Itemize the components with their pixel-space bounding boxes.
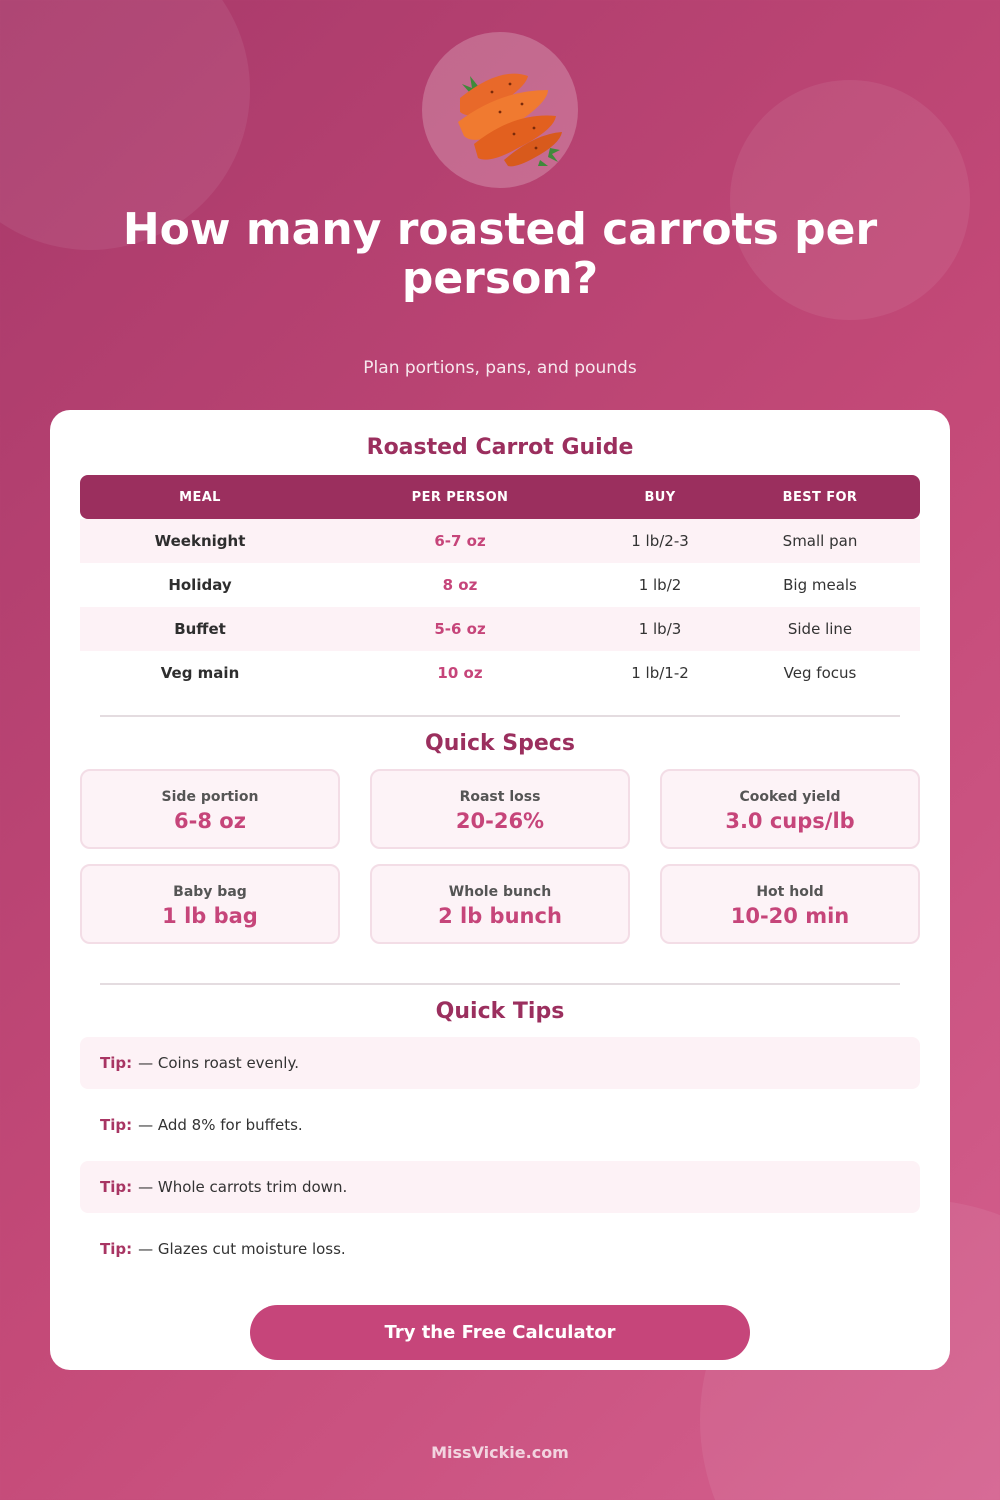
table-row	[80, 607, 920, 651]
meal-cell: Veg main	[160, 664, 240, 682]
column-header: MEAL	[179, 489, 221, 505]
spec-label: Baby bag	[173, 884, 247, 900]
buy-cell: 1 lb/2	[638, 576, 682, 594]
spec-card	[370, 864, 630, 944]
guide-card	[50, 410, 950, 1370]
column-header: BEST FOR	[782, 489, 858, 505]
tip-prefix: Tip:	[100, 1054, 133, 1072]
best-for-cell: Veg focus	[783, 664, 857, 682]
buy-cell: 1 lb/3	[638, 620, 682, 638]
table-row	[80, 519, 920, 563]
spec-card	[80, 864, 340, 944]
tip-item	[80, 1161, 920, 1213]
tip-text: — Whole carrots trim down.	[138, 1178, 348, 1196]
tip-text: — Add 8% for buffets.	[138, 1116, 303, 1134]
tip-prefix: Tip:	[100, 1116, 133, 1134]
footer-brand: MissVickie.com	[431, 1443, 569, 1462]
meal-cell: Buffet	[174, 620, 226, 638]
spec-label: Whole bunch	[448, 884, 552, 900]
per-person-cell: 5-6 oz	[434, 620, 486, 638]
table-header	[80, 475, 920, 519]
spec-value: 20-26%	[455, 809, 545, 833]
tip-item	[80, 1099, 920, 1151]
specs-title: Quick Specs	[425, 731, 575, 756]
table-row	[80, 651, 920, 695]
per-person-cell: 10 oz	[437, 664, 483, 682]
column-header: BUY	[644, 489, 676, 505]
best-for-cell: Big meals	[783, 576, 857, 594]
best-for-cell: Small pan	[782, 532, 858, 550]
per-person-cell: 6-7 oz	[434, 532, 486, 550]
spec-card	[370, 769, 630, 849]
spec-value: 1 lb bag	[162, 904, 258, 928]
tip-text: — Coins roast evenly.	[138, 1054, 299, 1072]
spec-card	[660, 769, 920, 849]
section-divider	[100, 715, 900, 717]
tip-text: — Glazes cut moisture loss.	[138, 1240, 346, 1258]
section-divider	[100, 983, 900, 985]
tip-item	[80, 1037, 920, 1089]
spec-label: Cooked yield	[739, 789, 841, 805]
buy-cell: 1 lb/2-3	[631, 532, 689, 550]
tip-item	[80, 1223, 920, 1275]
free-calculator-button[interactable]: Try the Free Calculator	[250, 1305, 750, 1360]
page-subtitle: Plan portions, pans, and pounds	[363, 358, 637, 378]
page-title: How many roasted carrots per person?	[122, 204, 878, 304]
spec-card	[80, 769, 340, 849]
tips-title: Quick Tips	[435, 999, 565, 1024]
per-person-cell: 8 oz	[442, 576, 478, 594]
hero-image	[422, 32, 578, 188]
portion-table	[80, 475, 920, 695]
spec-value: 10-20 min	[730, 904, 850, 928]
spec-value: 2 lb bunch	[438, 904, 562, 928]
table-row	[80, 563, 920, 607]
tip-prefix: Tip:	[100, 1178, 133, 1196]
best-for-cell: Side line	[787, 620, 853, 638]
meal-cell: Weeknight	[154, 532, 246, 550]
meal-cell: Holiday	[168, 576, 232, 594]
tip-prefix: Tip:	[100, 1240, 133, 1258]
spec-value: 3.0 cups/lb	[725, 809, 855, 833]
guide-title: Roasted Carrot Guide	[366, 435, 634, 460]
spec-label: Roast loss	[459, 789, 541, 805]
spec-value: 6-8 oz	[174, 809, 246, 833]
roasted-carrots-illustration	[430, 48, 570, 173]
spec-label: Side portion	[161, 789, 259, 805]
buy-cell: 1 lb/1-2	[631, 664, 689, 682]
spec-label: Hot hold	[756, 884, 824, 900]
column-header: PER PERSON	[411, 489, 509, 505]
spec-card	[660, 864, 920, 944]
